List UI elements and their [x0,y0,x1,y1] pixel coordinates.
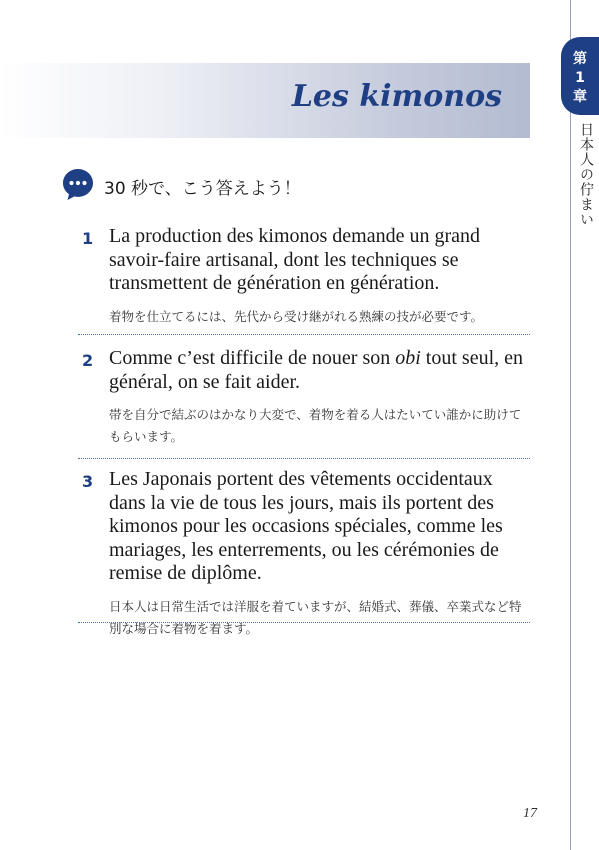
item-number: 2 [82,351,94,370]
list-item [78,347,530,448]
chapter-label-suffix: 章 [573,89,587,105]
list-item [78,468,530,640]
chapter-label-number: 1 [575,70,585,86]
french-emphasis: obi [395,347,421,369]
french-sentence: La production des kimonos demande un grand savoir-faire artisanal, dont les techniques se transmettent de génération en génération. [109,225,481,294]
chapter-tab [561,37,599,115]
japanese-translation: 帯を自分で結ぶのはかなり大変で、着物を着る人はたいてい誰かに助けてもらいます。 [109,407,522,444]
speech-bubble-icon [61,167,95,201]
item-number: 1 [82,229,94,248]
divider [78,458,530,459]
page-number: 17 [523,806,537,821]
french-text: Comme c’est difficile de nouer son [109,347,396,369]
chapter-label-prefix: 第 [573,51,587,67]
divider [78,622,530,623]
french-sentence [109,347,530,394]
list-item [78,225,530,328]
french-sentence: Les Japonais portent des vêtements occidentaux dans la vie de tous les jours, mais ils portent des kimonos pour les occasions spéciales, comme les mariages, les enterrements, ou les cérémonies de remise de diplôme. [109,468,503,584]
intro-heading: 30 秒で、こう答えよう！ [104,179,301,199]
french-text: tout seul, en général, on se fait aider. [109,347,524,393]
page-title: Les kimonos [291,79,502,114]
title-band [0,63,530,138]
japanese-translation: 着物を仕立てるには、先代から受け継がれる熟練の技が必要です。 [109,308,484,324]
japanese-translation: 日本人は日常生活では洋服を着ていますが、結婚式、葬儀、卒業式など特別な場合に着物を着ます。 [109,598,522,636]
item-number: 3 [82,472,94,491]
margin-rule [570,0,571,850]
divider [78,334,530,335]
chapter-subtitle: 日本人の佇まい [578,122,594,227]
